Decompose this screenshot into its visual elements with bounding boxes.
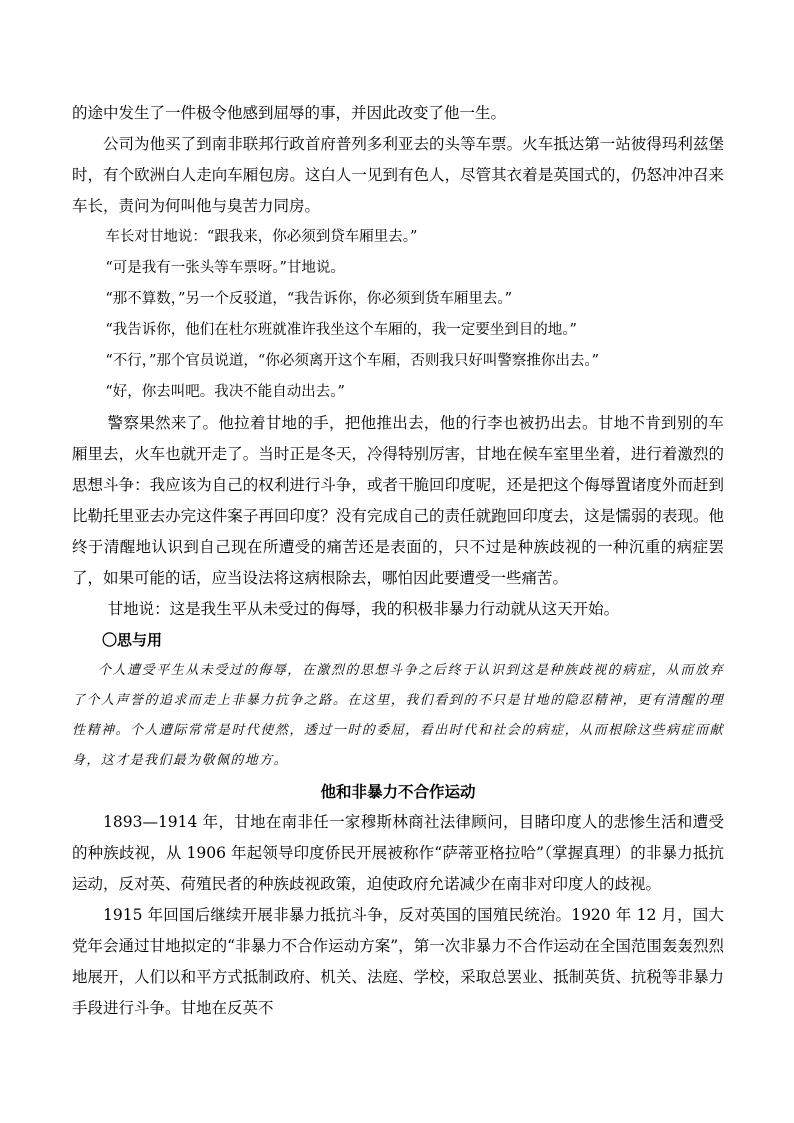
opening-line: 的途中发生了一件极令他感到屈辱的事，并因此改变了他一生。 [72, 104, 507, 122]
paragraph-ticket: 公司为他买了到南非联邦行政首府普列多利亚去的头等车票。火车抵达第一站彼得玛利兹堡时，有个欧洲白人走向车厢包房。这白人一见到有色人，尽管其衣着是英国式的，仍怒冲冲召来车长，责问为何叫他与臭苦力同房。 [72, 135, 724, 215]
dialogue-line: “我告诉你，他们在杜尔班就准许我坐这个车厢的，我一定要坐到目的地。” [105, 322, 577, 338]
paragraph-police: 警察果然来了。他拉着甘地的手，把他推出去，他的行李也被扔出去。甘地不肯到别的车厢里去，火车也就开走了。当时正是冬天，冷得特别厉害，甘地在候车室里坐着，进行着激烈的思想斗争：我应该为自己的权利进行斗争，或者干脆回印度呢，还是把这个侮辱置诸度外而赶到比勒托里亚去办完这件案子再回印度？没有完成自己的责任就跑回印度去，这是懦弱的表现。他终于清醒地认识到自己现在所遭受的痛苦还是表面的，只不过是种族歧视的一种沉重的病症罢了，如果可能的话，应当设法将这病根除去，哪怕因此要遭受一些痛苦。 [72, 414, 724, 587]
section-heading: 他和非暴力不合作运动 [320, 782, 476, 801]
paragraph-1915: 1915 年回国后继续开展非暴力抵抗斗争，反对英国的国殖民统治。1920 年 12 月，国大党年会通过甘地拟定的“非暴力不合作运动方案”，第一次非暴力不合作运动在全国范围轰轰烈烈地展开，人们以和平方式抵制政府、机关、法庭、学校，采取总罢业、抵制英货、抗税等非暴力手段进行斗争。甘地在反英不 [72, 906, 724, 1017]
paragraph-gandhi-says: 甘地说：这是我生平从未受过的侮辱，我的积极非暴力行动就从这天开始。 [107, 600, 620, 618]
dialogue-line: “可是我有一张头等车票呀。”甘地说。 [105, 260, 345, 276]
dialogue-line: “不行，”那个官员说道，“你必须离开这个车厢，否则我只好叫警察推你出去。” [105, 353, 599, 369]
section-label-reflection: 〇思与用 [102, 631, 163, 649]
dialogue-line: 车长对甘地说：“跟我来，你必须到贷车厢里去。” [105, 229, 418, 245]
reflection-text: 个人遭受平生从未受过的侮辱，在激烈的思想斗争之后终于认识到这是种族歧视的病症，从而放弃了个人声誉的追求而走上非暴力抗争之路。在这里，我们看到的不只是甘地的隐忍精神，更有清醒的理性精神。个人遭际常常是时代使然，透过一时的委屈，看出时代和社会的病症，从而根除这些病症而献身，这才是我们最为敬佩的地方。 [72, 663, 724, 768]
paragraph-1893: 1893—1914 年，甘地在南非任一家穆斯林商社法律顾问，目睹印度人的悲惨生活和遭受的种族歧视，从 1906 年起领导印度侨民开展被称作“萨蒂亚格拉哈”（掌握真理）的非暴力抵抗运动，反对英、荷殖民者的种族歧视政策，迫使政府允诺减少在南非对印度人的歧视。 [72, 813, 724, 893]
dialogue-line: “那不算数，”另一个反驳道，“我告诉你，你必须到货车厢里去。” [105, 291, 512, 307]
document-page [72, 98, 724, 1024]
dialogue-line: “好，你去叫吧。我决不能自动出去。” [105, 384, 345, 400]
